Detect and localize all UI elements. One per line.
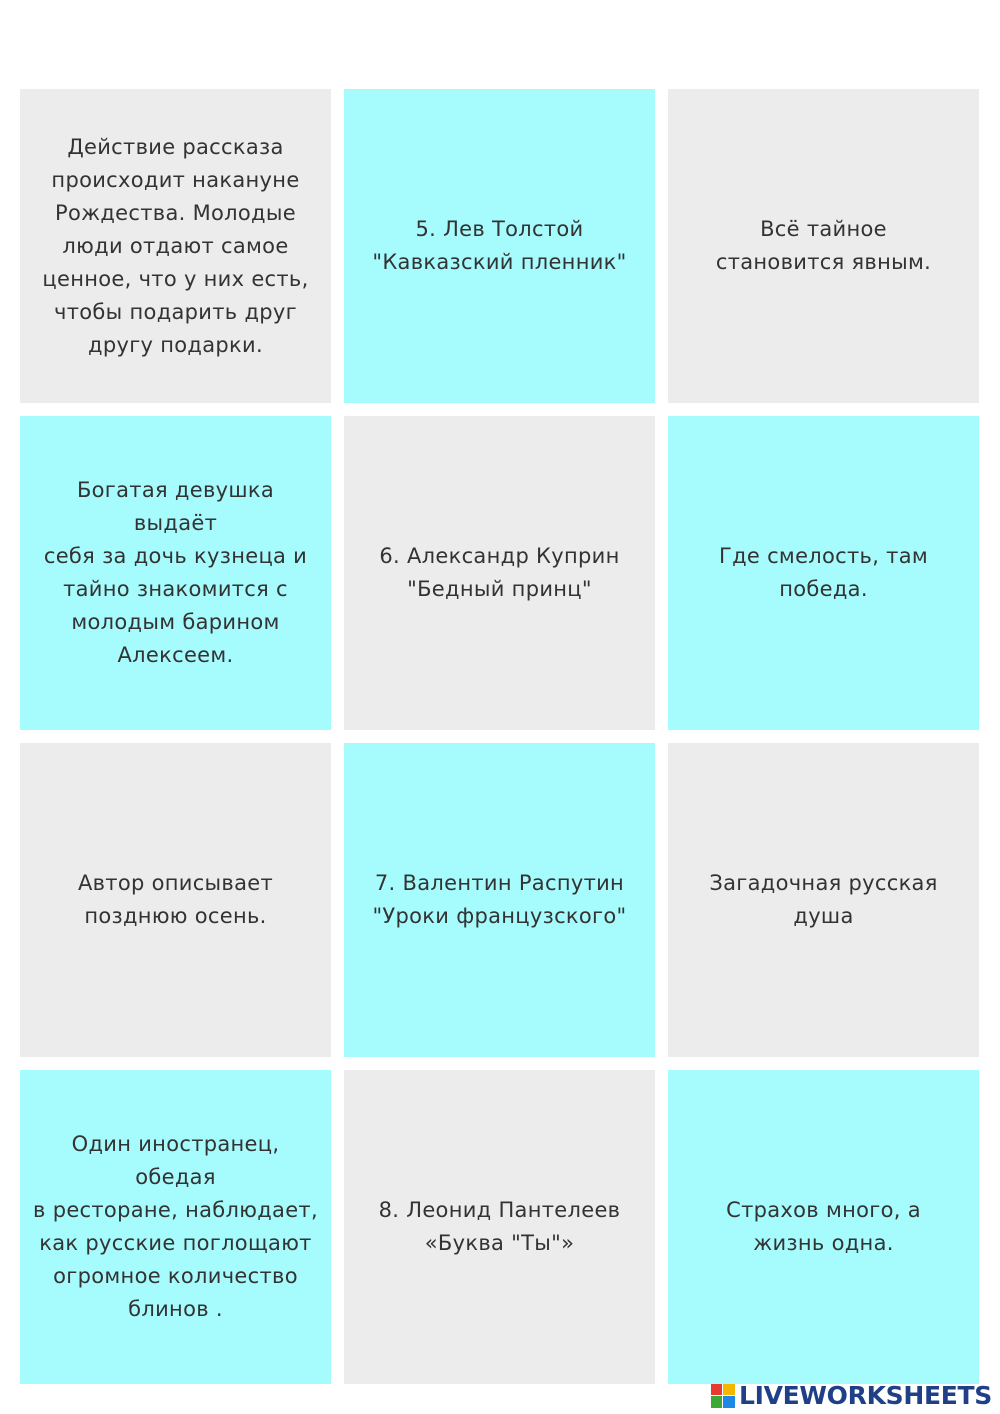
card-10[interactable] — [20, 1070, 331, 1384]
card-text: 8. Леонид Пантелеев «Буква "Ты"» — [378, 1198, 621, 1255]
card-text: Загадочная русская душа — [709, 871, 938, 928]
card-text: 7. Валентин Распутин "Уроки французского" — [372, 871, 627, 928]
card-text: Действие рассказа происходит накануне Рождества. Молодые люди отдают самое ценное, что у них есть, чтобы подарить друг другу подарки. — [42, 134, 309, 357]
card-text: 6. Александр Куприн "Бедный принц" — [379, 544, 620, 601]
logo-text: LIVEWORKSHEETS — [738, 1381, 992, 1410]
card-2[interactable] — [344, 89, 655, 403]
card-text: Богатая девушка выдаёт себя за дочь кузнеца и тайно знакомится с молодым барином Алексеем. — [43, 478, 308, 667]
card-5[interactable] — [344, 416, 655, 730]
card-11[interactable] — [344, 1070, 655, 1384]
card-text: Страхов много, а жизнь одна. — [726, 1198, 921, 1255]
card-7[interactable] — [20, 743, 331, 1057]
liveworksheets-logo-icon — [711, 1384, 735, 1408]
card-text: Где смелость, там победа. — [718, 544, 929, 601]
card-1[interactable] — [20, 89, 331, 403]
card-12[interactable] — [668, 1070, 979, 1384]
card-9[interactable] — [668, 743, 979, 1057]
card-3[interactable] — [668, 89, 979, 403]
card-6[interactable] — [668, 416, 979, 730]
liveworksheets-logo — [711, 1381, 992, 1410]
card-text: 5. Лев Толстой "Кавказский пленник" — [372, 217, 627, 274]
card-4[interactable] — [20, 416, 331, 730]
card-text: Один иностранец, обедая в ресторане, наблюдает, как русские поглощают огромное количество блинов . — [33, 1132, 318, 1321]
card-text: Автор описывает позднюю осень. — [77, 871, 274, 928]
card-text: Всё тайное становится явным. — [715, 217, 932, 274]
card-grid — [20, 89, 979, 1384]
card-8[interactable] — [344, 743, 655, 1057]
